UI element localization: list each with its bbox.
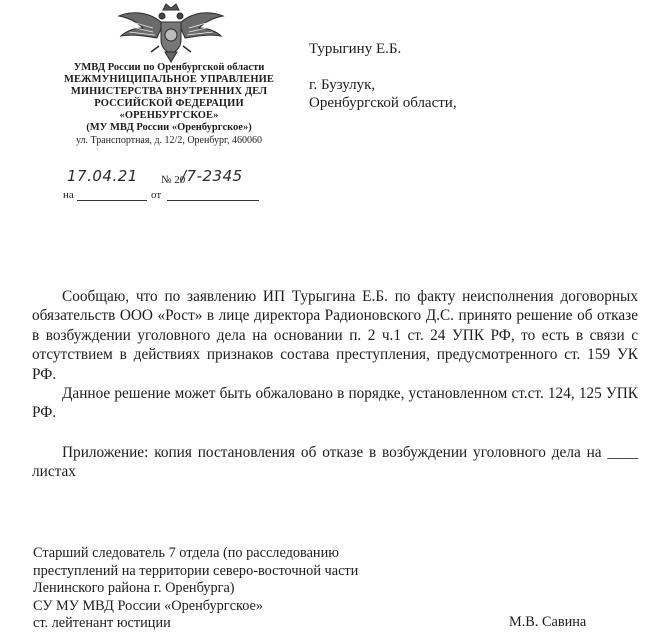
recipient-block bbox=[309, 40, 629, 112]
mvd-eagle-emblem-icon bbox=[113, 2, 229, 64]
handwritten-date: 17.04.21 bbox=[67, 167, 138, 185]
recipient-region: Оренбургской области, bbox=[309, 95, 457, 111]
org-line-4: РОССИЙСКОЙ ФЕДЕРАЦИИ bbox=[94, 98, 244, 109]
annex-block bbox=[32, 443, 638, 482]
org-line-5: «ОРЕНБУРГСКОЕ» bbox=[119, 110, 219, 121]
org-line-1: УМВД России по Оренбургской области bbox=[73, 62, 265, 73]
org-line-2: МЕЖМУНИЦИПАЛЬНОЕ УПРАВЛЕНИЕ bbox=[63, 74, 275, 85]
recipient-city: г. Бузулук, bbox=[309, 77, 376, 93]
organization-header bbox=[24, 62, 314, 147]
registration-block bbox=[63, 167, 273, 203]
ot-underline bbox=[167, 200, 259, 201]
signature-line-5: ст. лейтенант юстиции bbox=[33, 615, 171, 631]
handwritten-number: /7-2345 bbox=[181, 167, 243, 185]
org-address: ул. Транспортная, д. 12/2, Оренбург, 460060 bbox=[75, 135, 263, 146]
signature-line-2: преступлений на территории северо-восточной части bbox=[33, 562, 359, 579]
na-label: на bbox=[63, 189, 74, 201]
signature-line-4: СУ МУ МВД России «Оренбургское» bbox=[33, 597, 264, 614]
signature-line-3: Ленинского района г. Оренбурга) bbox=[33, 580, 235, 596]
letter-body bbox=[32, 287, 638, 423]
number-label: № 20 bbox=[161, 174, 186, 186]
signer-name: М.В. Савина bbox=[509, 614, 587, 630]
signature-line-1: Старший следователь 7 отдела (по расследованию bbox=[33, 545, 339, 561]
ot-label: от bbox=[151, 189, 162, 201]
body-paragraph-2: Данное решение может быть обжаловано в порядке, установленном ст.ст. 124, 125 УПК РФ. bbox=[32, 385, 638, 422]
body-paragraph-1: Сообщаю, что по заявлению ИП Турыгина Е.Б. по факту неисполнения договорных обязательств ООО «Рост» в лице директора Радионовского Д.С. принято решение об отказе в возбуждении уголовного дела на основании п. 2 ч.1 ст. 24 УПК РФ, то есть в связи с отсутствием в действиях признаков состава преступления, предусмотренного ст. 159 УК РФ. bbox=[32, 288, 638, 383]
org-line-3: МИНИСТЕРСТВА ВНУТРЕННИХ ДЕЛ bbox=[70, 86, 268, 97]
na-underline bbox=[77, 200, 147, 201]
signature-block bbox=[33, 545, 433, 633]
annex-paragraph: Приложение: копия постановления об отказе в возбуждении уголовного дела на ____ листах bbox=[32, 444, 638, 481]
recipient-name: Турыгину Е.Б. bbox=[309, 41, 402, 57]
org-line-6: (МУ МВД России «Оренбургское») bbox=[86, 122, 252, 133]
